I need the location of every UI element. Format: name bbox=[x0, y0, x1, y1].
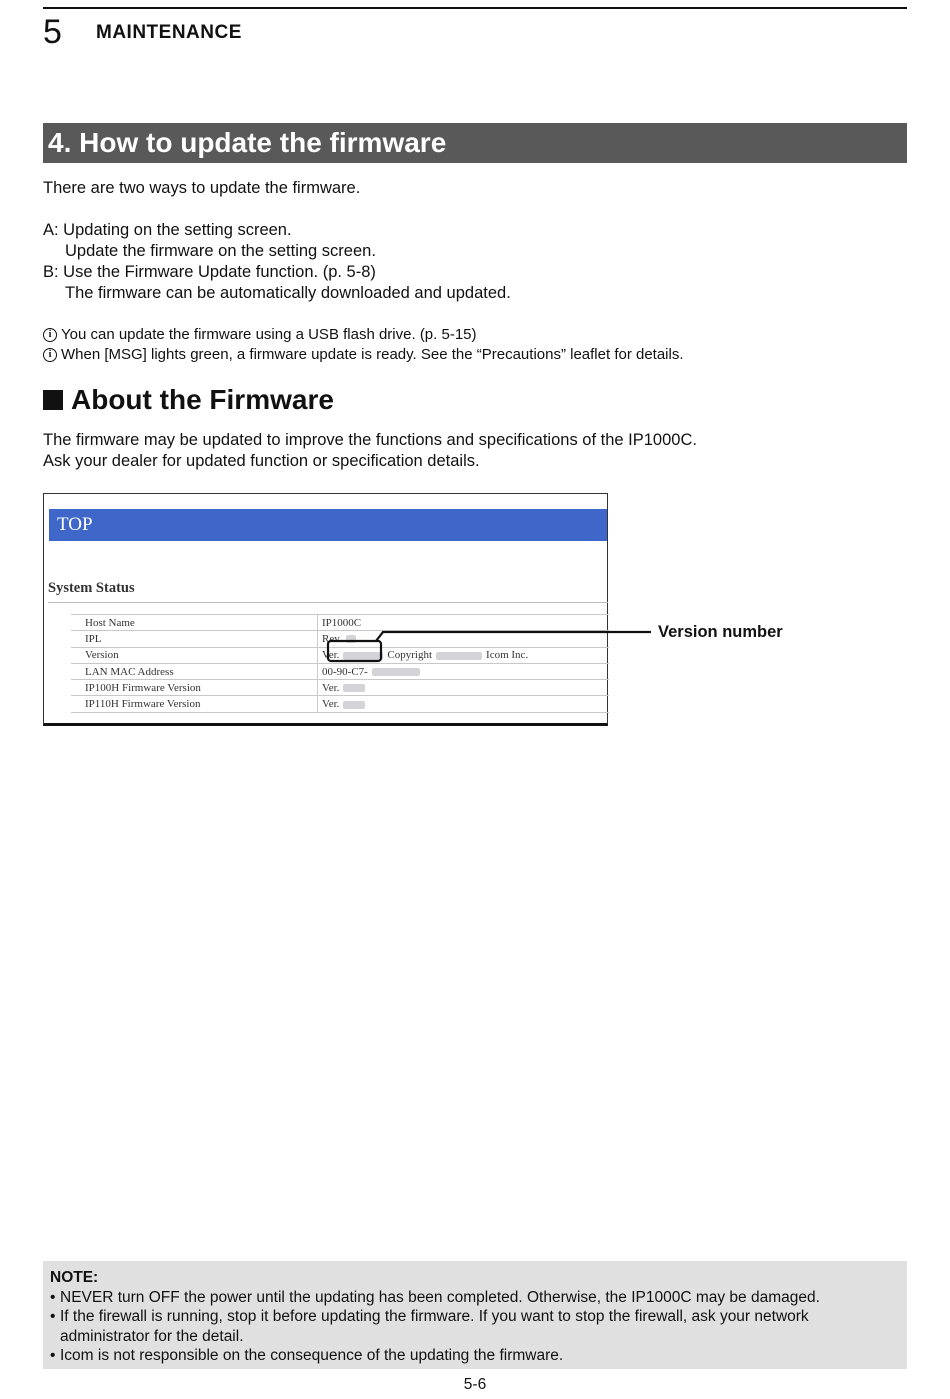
about-line1: The firmware may be updated to improve the functions and specifications of the IP1000C. bbox=[43, 431, 697, 449]
method-b-line2: The firmware can be automatically downloaded and updated. bbox=[65, 284, 511, 302]
method-a-line1: A: Updating on the setting screen. bbox=[43, 221, 292, 239]
row-value-text: Ver. bbox=[322, 649, 340, 662]
method-b-line1: B: Use the Firmware Update function. (p. 5-8) bbox=[43, 263, 376, 281]
row-label: Version bbox=[71, 647, 318, 663]
callout-leader-line bbox=[376, 632, 651, 641]
info-icon: i bbox=[43, 328, 57, 342]
note-title: NOTE: bbox=[50, 1269, 99, 1286]
note-item: • NEVER turn OFF the power until the updating has been completed. Otherwise, the IP1000C may be damaged. bbox=[50, 1288, 820, 1308]
row-label: LAN MAC Address bbox=[71, 663, 318, 679]
section-title: 4. How to update the firmware bbox=[48, 127, 447, 158]
row-value-text: Ver. bbox=[322, 681, 340, 694]
method-a-line2: Update the firmware on the setting screen. bbox=[65, 242, 376, 260]
about-line2: Ask your dealer for updated function or specification details. bbox=[43, 452, 480, 470]
info-note-text: You can update the firmware using a USB flash drive. (p. 5-15) bbox=[61, 326, 477, 343]
note-box bbox=[43, 1261, 907, 1369]
about-title: About the Firmware bbox=[71, 384, 334, 415]
version-highlight-box bbox=[328, 641, 381, 661]
intro-text: There are two ways to update the firmware. bbox=[43, 179, 361, 197]
chapter-title: MAINTENANCE bbox=[96, 22, 242, 43]
note-item: • Icom is not responsible on the consequence of the updating the firmware. bbox=[50, 1346, 820, 1366]
info-icon: i bbox=[43, 348, 57, 362]
note-item-continuation: administrator for the detail. bbox=[60, 1327, 244, 1345]
row-label: IP100H Firmware Version bbox=[71, 680, 318, 696]
note-item: • If the firewall is running, stop it before updating the firmware. If you want to stop the firewall, ask your network bbox=[50, 1307, 820, 1327]
page-number: 5-6 bbox=[463, 1376, 487, 1393]
row-value-text: Ver. bbox=[322, 698, 340, 711]
row-value-text: Rev. bbox=[322, 632, 342, 645]
callout-label: Version number bbox=[658, 623, 783, 641]
row-value-text: IP1000C bbox=[322, 616, 362, 629]
row-label: IPL bbox=[71, 631, 318, 647]
info-note-text: When [MSG] lights green, a firmware update is ready. See the “Precautions” leaflet for details. bbox=[61, 346, 684, 363]
row-value-text: 00-90-C7- bbox=[322, 665, 368, 678]
row-label: Host Name bbox=[71, 615, 318, 631]
system-status-title: System Status bbox=[48, 580, 135, 596]
chapter-number: 5 bbox=[43, 13, 62, 51]
row-value-suffix: Icom Inc. bbox=[486, 649, 529, 662]
top-bar-title: TOP bbox=[57, 514, 93, 535]
row-label: IP110H Firmware Version bbox=[71, 696, 318, 712]
row-value-extra: Copyright bbox=[387, 649, 433, 662]
